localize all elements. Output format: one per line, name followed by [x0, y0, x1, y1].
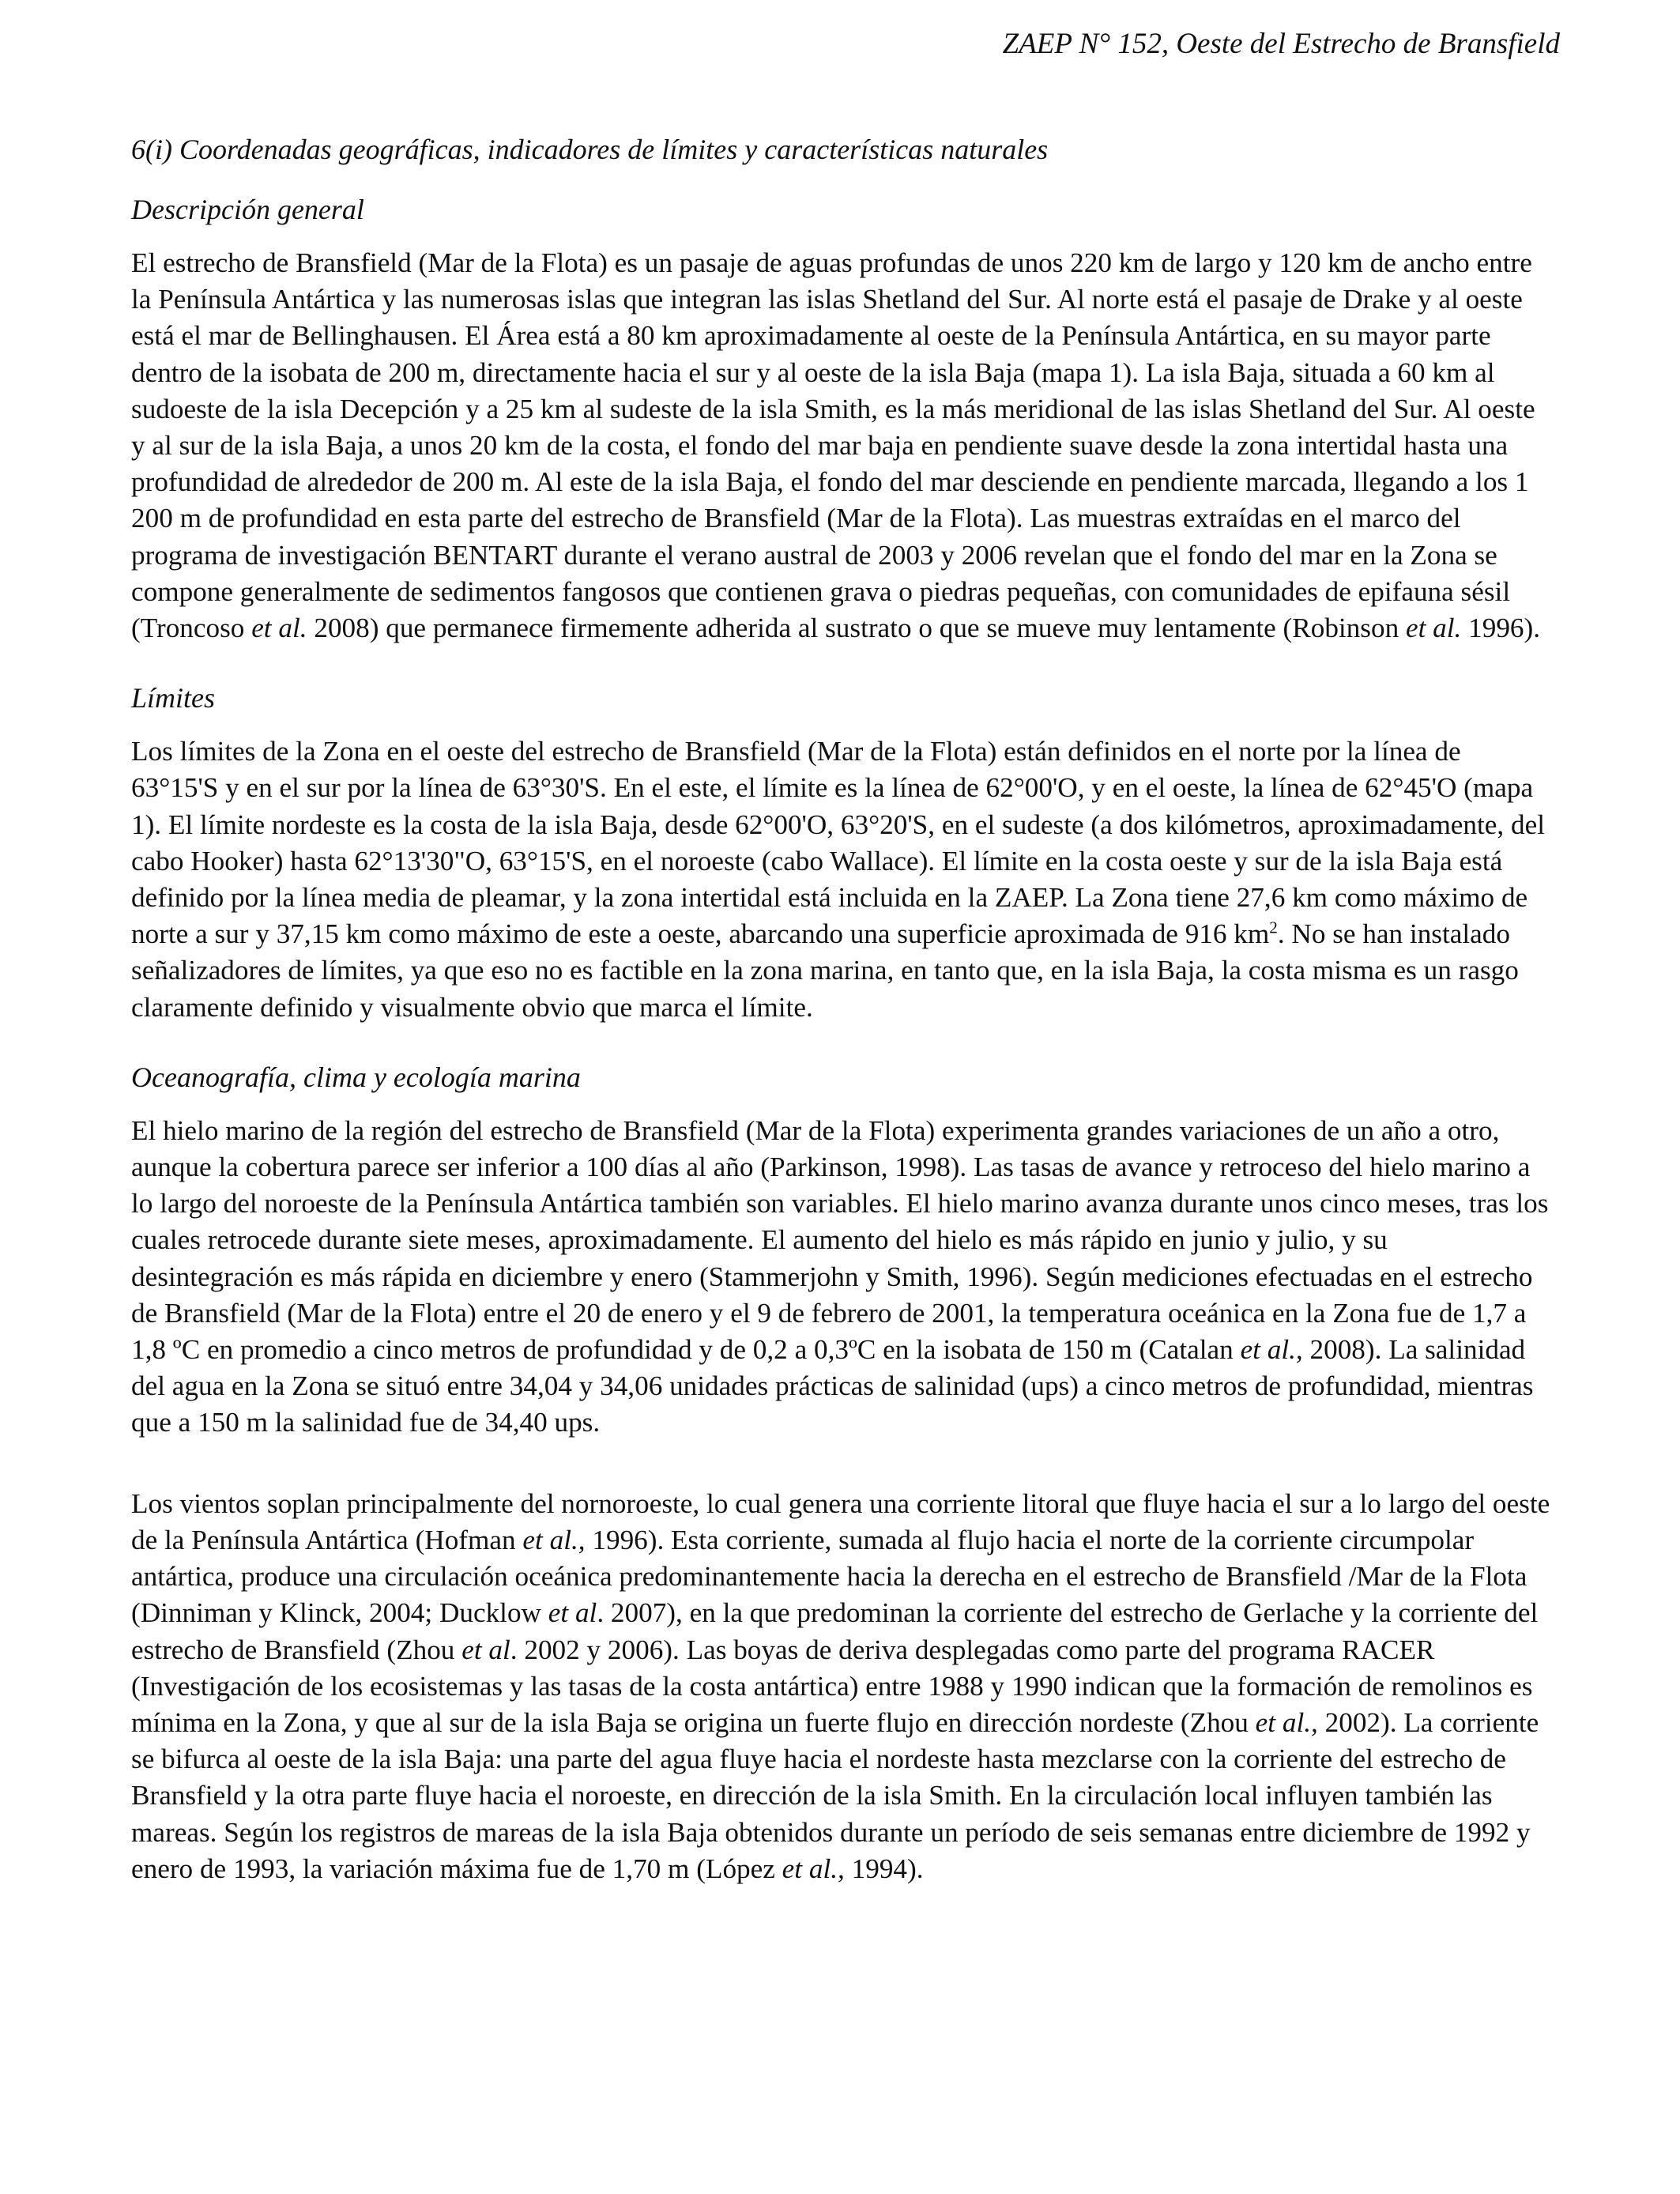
et-al-italic: et al: [548, 1597, 597, 1629]
text-run: 2008). La salinidad del agua en la Zona se situó entre 34,04 y 34,06 unidades prácticas de salinidad (ups) a cinco metros de profundidad, mientras que a 150 m la salinidad fue de 34,40 ups.: [131, 1334, 1534, 1438]
et-al-italic: et al.,: [1255, 1706, 1318, 1738]
et-al-italic: et al: [461, 1634, 510, 1665]
text-run: . 2007), en la que predominan la corriente del estrecho de Gerlache y la corriente del estrecho de Bransfield (Zhou: [131, 1597, 1539, 1665]
et-al-italic: et al.,: [782, 1853, 845, 1884]
text-run: El estrecho de Bransfield (Mar de la Flota) es un pasaje de aguas profundas de unos 220 km de largo y 120 km de ancho entre la Península Antártica y las numerosas islas que integran las islas Shetland del Sur. Al norte está el pasaje de Drake y al oeste está el mar de Bellinghausen. El Área está a 80 km aproximadamente al oeste de la Península Antártica, en su mayor parte dentro de la isobata de 200 m, directamente hacia el sur y al oeste de la isla Baja (mapa 1). La isla Baja, situada a 60 km al sudoeste de la isla Decepción y a 25 km al sudeste de la isla Smith, es la más meridional de las islas Shetland del Sur. Al oeste y al sur de la isla Baja, a unos 20 km de la costa, el fondo del mar baja en pendiente suave desde la zona intertidal hasta una profundidad de alrededor de 200 m. Al este de la isla Baja, el fondo del mar desciende en pendiente marcada, llegando a los 1 200 m de profundidad en esta parte del estrecho de Bransfield (Mar de la Flota). Las muestras extraídas en el marco del programa de investigación BENTART durante el verano austral de 2003 y 2006 revelan que el fondo del mar en la Zona se compone generalmente de sedimentos fangosos que contienen grava o piedras pequeñas, con comunidades de epifauna sésil (Troncoso: [131, 247, 1535, 644]
et-al-italic: et al.,: [522, 1524, 586, 1555]
paragraph-limits: [131, 733, 1554, 1026]
text-run: El hielo marino de la región del estrecho de Bransfield (Mar de la Flota) experimenta grandes variaciones de un año a otro, aunque la cobertura parece ser inferior a 100 días al año (Parkinson, 1998). Las tasas de avance y retroceso del hielo marino a lo largo del noroeste de la Península Antártica también son variables. El hielo marino avanza durante unos cinco meses, tras los cuales retrocede durante siete meses, aproximadamente. El aumento del hielo es más rápido en junio y julio, y su desintegración es más rápida en diciembre y enero (Stammerjohn y Smith, 1996). Según mediciones efectuadas en el estrecho de Bransfield (Mar de la Flota) entre el 20 de enero y el 9 de febrero de 2001, la temperatura oceánica en la Zona fue de 1,7 a 1,8 ºC en promedio a cinco metros de profundidad y de 0,2 a 0,3ºC en la isobata de 150 m (Catalan: [131, 1114, 1549, 1366]
paragraph-currents: [131, 1486, 1554, 1887]
section-title: 6(i) Coordenadas geográficas, indicadores de límites y características naturales: [131, 134, 1049, 165]
et-al-italic: et al.,: [1240, 1334, 1303, 1366]
text-run: 1994).: [844, 1853, 924, 1884]
running-header: ZAEP N° 152, Oeste del Estrecho de Bransfield: [1002, 28, 1560, 60]
superscript-2: 2: [1269, 918, 1278, 937]
et-al-italic: et al.: [1405, 613, 1462, 644]
text-run: 1996).: [1461, 613, 1541, 644]
page-content: [131, 131, 1554, 1921]
text-run: . No se han instalado señalizadores de límites, ya que eso no es factible en la zona marina, en tanto que, en la isla Baja, la costa misma es un rasgo claramente definido y visualmente obvio que marca el límite.: [131, 918, 1519, 1023]
text-run: Los límites de la Zona en el oeste del estrecho de Bransfield (Mar de la Flota) están definidos en el norte por la línea de 63°15'S y en el sur por la línea de 63°30'S. En el este, el límite es la línea de 62°00'O, y en el oeste, la línea de 62°45'O (mapa 1). El límite nordeste es la costa de la isla Baja, desde 62°00'O, 63°20'S, en el sudeste (a dos kilómetros, aproximadamente, del cabo Hooker) hasta 62°13'30"O, 63°15'S, en el noroeste (cabo Wallace). El límite en la costa oeste y sur de la isla Baja está definido por la línea media de pleamar, y la zona intertidal está incluida en la ZAEP. La Zona tiene 27,6 km como máximo de norte a sur y 37,15 km como máximo de este a oeste, abarcando una superficie aproximada de 916 km: [131, 736, 1545, 950]
heading-oceanography: Oceanografía, clima y ecología marina: [131, 1061, 581, 1093]
heading-general-description: Descripción general: [131, 194, 364, 225]
text-run: . 2002 y 2006). Las boyas de deriva desplegadas como parte del programa RACER (Investigación de los ecosistemas y las tasas de la costa antártica) entre 1988 y 1990 indican que la formación de remolinos es mínima en la Zona, y que al sur de la isla Baja se origina un fuerte flujo en dirección nordeste (Zhou: [131, 1634, 1533, 1738]
text-run: Los vientos soplan principalmente del nornoroeste, lo cual genera una corriente litoral que fluye hacia el sur a lo largo del oeste de la Península Antártica (Hofman: [131, 1487, 1550, 1555]
text-run: 2008) que permanece firmemente adherida al sustrato o que se mueve muy lentamente (Robinson: [307, 613, 1406, 644]
text-run: 1996). Esta corriente, sumada al flujo hacia el norte de la corriente circumpolar antártica, produce una circulación oceánica predominantemente hacia la derecha en el estrecho de Bransfield /Mar de la Flota (Dinniman y Klinck, 2004; Ducklow: [131, 1524, 1527, 1629]
paragraph-sea-ice: [131, 1113, 1554, 1442]
text-run: 2002). La corriente se bifurca al oeste de la isla Baja: una parte del agua fluye hacia el nordeste hasta mezclarse con la corriente del estrecho de Bransfield y la otra parte fluye hacia el noroeste, en dirección de la isla Smith. En la circulación local influyen también las mareas. Según los registros de mareas de la isla Baja obtenidos durante un período de seis semanas entre diciembre de 1992 y enero de 1993, la variación máxima fue de 1,70 m (López: [131, 1706, 1539, 1884]
paragraph-general-description: [131, 245, 1554, 647]
heading-limits: Límites: [131, 682, 216, 714]
et-al-italic: et al.: [251, 613, 307, 644]
